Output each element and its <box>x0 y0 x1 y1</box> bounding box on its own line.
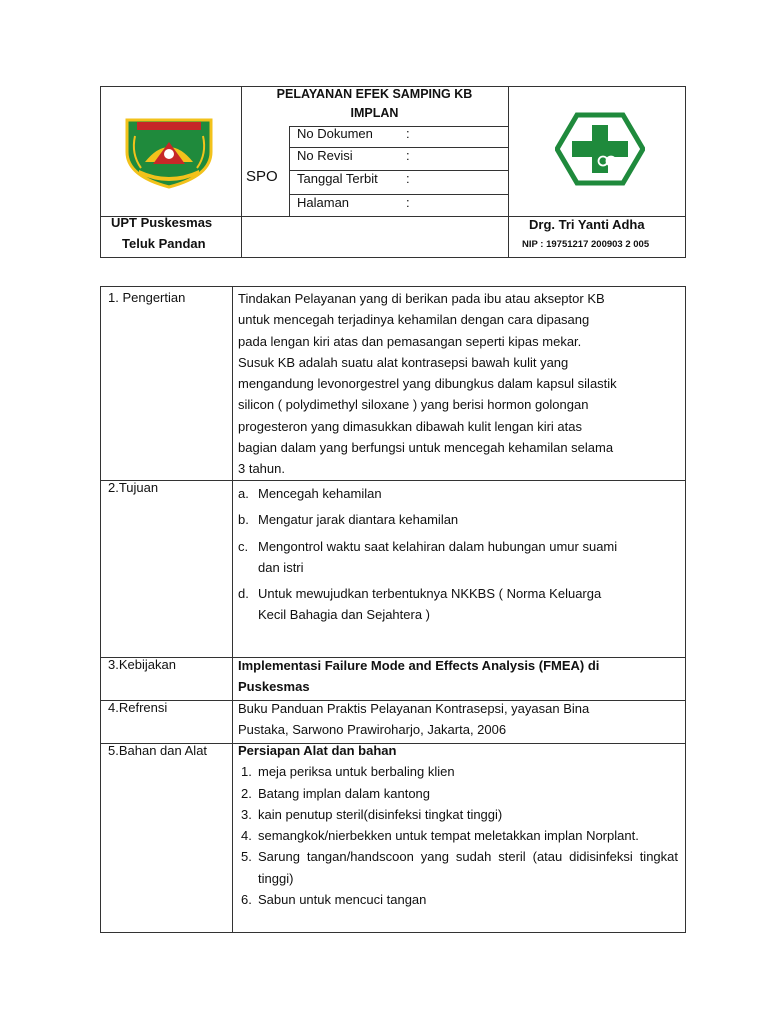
field-tanggal-terbit: Tanggal Terbit <box>297 171 378 186</box>
doc-title-line1: PELAYANAN EFEK SAMPING KB <box>276 87 473 101</box>
doc-title-line2: IMPLAN <box>350 106 399 120</box>
field-halaman: Halaman <box>297 195 350 210</box>
list-item: 2. Batang implan dalam kantong <box>241 785 431 801</box>
section-label-referensi: 4.Refrensi <box>108 700 168 715</box>
list-item: 4. semangkok/nierbekken untuk tempat meletakkan implan Norplant. <box>241 828 639 844</box>
field-tanggal-terbit-sep: : <box>406 171 410 186</box>
section-label-kebijakan: 3.Kebijakan <box>108 657 176 672</box>
text-line: untuk mencegah terjadinya kehamilan dengan cara dipasang <box>238 312 590 328</box>
signer-name: Drg. Tri Yanti Adha <box>529 217 645 232</box>
section-label-bahan: 5.Bahan dan Alat <box>108 743 208 758</box>
section-bahan-content <box>238 740 678 910</box>
text-line: Implementasi Failure Mode and Effects Analysis (FMEA) di <box>238 658 600 673</box>
section-tujuan-list <box>238 483 680 626</box>
text-line: bagian dalam yang berfungsi untuk mencegah kehamilan selama <box>238 440 614 456</box>
list-item: c. Mengontrol waktu saat kelahiran dalam hubungan umur suami dan istri <box>238 538 618 575</box>
text-line: 3 tahun. <box>238 461 285 477</box>
content-table <box>100 286 686 933</box>
section-pengertian-text <box>238 288 680 480</box>
spo-label: SPO <box>246 168 278 185</box>
section-label-tujuan: 2.Tujuan <box>108 480 159 495</box>
section-kebijakan-text <box>238 655 680 698</box>
org-name-line2: Teluk Pandan <box>122 236 206 251</box>
text-line: mengandung levonorgestrel yang dibungkus dalam kapsul silastik <box>238 376 617 392</box>
text-line: Tindakan Pelayanan yang di berikan pada ibu atau akseptor KB <box>238 291 605 306</box>
text-line: Puskesmas <box>238 679 310 695</box>
list-item: b. Mengatur jarak diantara kehamilan <box>238 512 459 528</box>
text-line: silicon ( polydimethyl siloxane ) yang berisi hormon golongan <box>238 397 589 413</box>
bahan-heading: Persiapan Alat dan bahan <box>238 743 397 758</box>
text-line: progesteron yang dimasukkan dibawah kulit lengan kiri atas <box>238 418 582 434</box>
list-item: 5. Sarung tangan/handscoon yang sudah steril (atau didisinfeksi tingkat tinggi) <box>241 849 678 886</box>
field-no-dokumen-sep: : <box>406 126 410 141</box>
field-no-revisi-sep: : <box>406 148 410 163</box>
text-line: Susuk KB adalah suatu alat kontrasepsi bawah kulit yang <box>238 354 569 370</box>
list-item: d. Untuk mewujudkan terbentuknya NKKBS ( Norma Keluarga Kecil Bahagia dan Sejahtera ) <box>238 586 602 623</box>
puskesmas-logo <box>555 112 645 187</box>
org-name-line1: UPT Puskesmas <box>111 215 213 230</box>
signer-nip: NIP : 19751217 200903 2 005 <box>522 239 650 250</box>
field-halaman-sep: : <box>406 195 410 210</box>
field-no-dokumen: No Dokumen <box>297 126 373 141</box>
list-item: a. Mencegah kehamilan <box>238 486 382 501</box>
field-no-revisi: No Revisi <box>297 148 353 163</box>
text-line: pada lengan kiri atas dan pemasangan seperti kipas mekar. <box>238 333 582 349</box>
regency-logo <box>123 114 215 189</box>
section-label-pengertian: 1. Pengertian <box>108 290 186 305</box>
text-line: Buku Panduan Praktis Pelayanan Kontrasepsi, yayasan Bina <box>238 701 590 716</box>
section-referensi-text <box>238 698 680 741</box>
list-item: 1. meja periksa untuk berbaling klien <box>241 764 455 780</box>
header-table <box>100 86 686 258</box>
list-item: 6. Sabun untuk mencuci tangan <box>241 892 427 908</box>
text-line: Pustaka, Sarwono Prawiroharjo, Jakarta, 2006 <box>238 722 507 738</box>
list-item: 3. kain penutup steril(disinfeksi tingkat tinggi) <box>241 806 503 822</box>
